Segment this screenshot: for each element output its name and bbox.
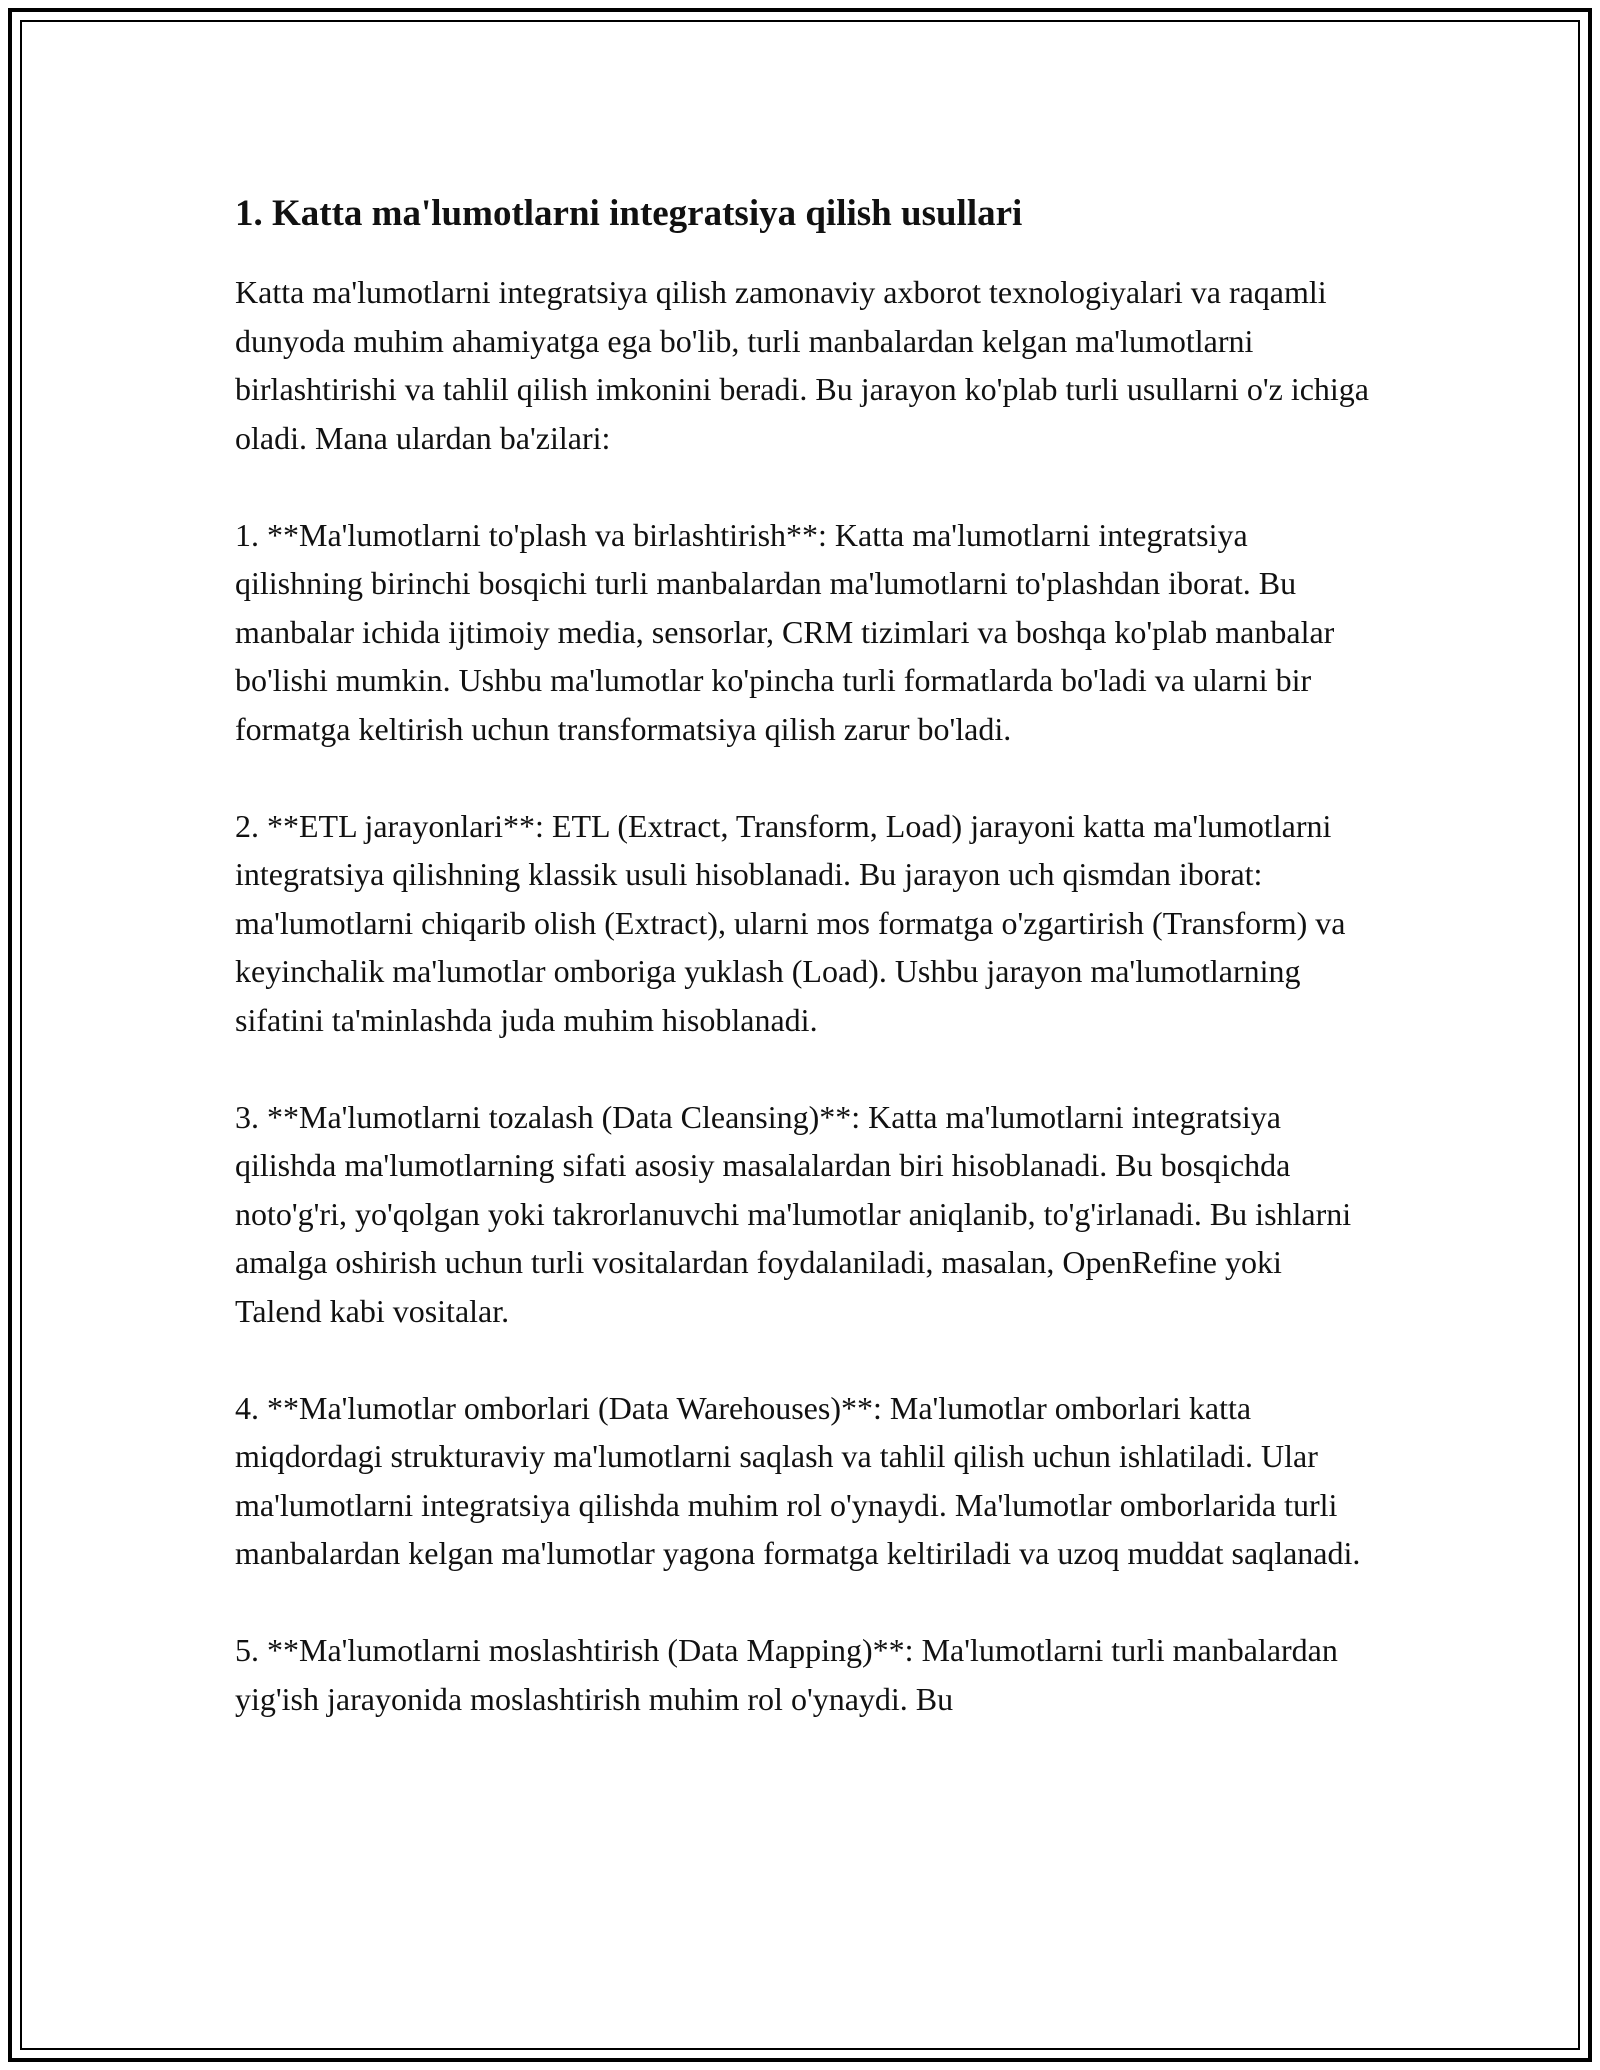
list-item-3: 3. **Ma'lumotlarni tozalash (Data Cleansing)**: Katta ma'lumotlarni integratsiya qilishda ma'lumotlarning sifati asosiy masalalardan biri hisoblanadi. Bu bosqichda noto'g'ri, yo'qolgan yoki takrorlanuvchi ma'lumotlar aniqlanib, to'g'irlanadi. Bu ishlarni amalga oshirish uchun turli vositalardan foydalaniladi, masalan, OpenRefine yoki Talend kabi vositalar. <box>235 1098 1352 1329</box>
list-item-1: 1. **Ma'lumotlarni to'plash va birlashtirish**: Katta ma'lumotlarni integratsiya qilishning birinchi bosqichi turli manbalardan ma'lumotlarni to'plashdan iborat. Bu manbalar ichida ijtimoiy media, sensorlar, CRM tizimlari va boshqa ko'plab manbalar bo'lishi mumkin. Ushbu ma'lumotlar ko'pincha turli formatlarda bo'ladi va ularni bir formatga keltirish uchun transformatsiya qilish zarur bo'ladi. <box>235 516 1335 747</box>
list-item-2: 2. **ETL jarayonlari**: ETL (Extract, Transform, Load) jarayoni katta ma'lumotlarni integratsiya qilishning klassik usuli hisoblanadi. Bu jarayon uch qismdan iborat: ma'lumotlarni chiqarib olish (Extract), ularni mos formatga o'zgartirish (Transform) va keyinchalik ma'lumotlar omboriga yuklash (Load). Ushbu jarayon ma'lumotlarning sifatini ta'minlashda juda muhim hisoblanadi. <box>235 807 1346 1038</box>
intro-paragraph: Katta ma'lumotlarni integratsiya qilish zamonaviy axborot texnologiyalari va raqamli dunyoda muhim ahamiyatga ega bo'lib, turli manbalardan kelgan ma'lumotlarni birlashtirishi va tahlil qilish imkonini beradi. Bu jarayon ko'plab turli usullarni o'z ichiga oladi. Mana ulardan ba'zilari: <box>235 274 1369 456</box>
list-item-4: 4. **Ma'lumotlar omborlari (Data Warehouses)**: Ma'lumotlar omborlari katta miqdordagi strukturaviy ma'lumotlarni saqlash va tahlil qilish uchun ishlatiladi. Ular ma'lumotlarni integratsiya qilishda muhim rol o'ynaydi. Ma'lumotlar omborlarida turli manbalardan kelgan ma'lumotlar yagona formatga keltiriladi va uzoq muddat saqlanadi. <box>235 1389 1361 1571</box>
document-title: 1. Katta ma'lumotlarni integratsiya qilish usullari <box>235 193 1023 234</box>
page-content <box>235 188 1375 1772</box>
list-item-5: 5. **Ma'lumotlarni moslashtirish (Data Mapping)**: Ma'lumotlarni turli manbalardan yig'ish jarayonida moslashtirish muhim rol o'ynaydi. Bu <box>235 1632 1338 1717</box>
